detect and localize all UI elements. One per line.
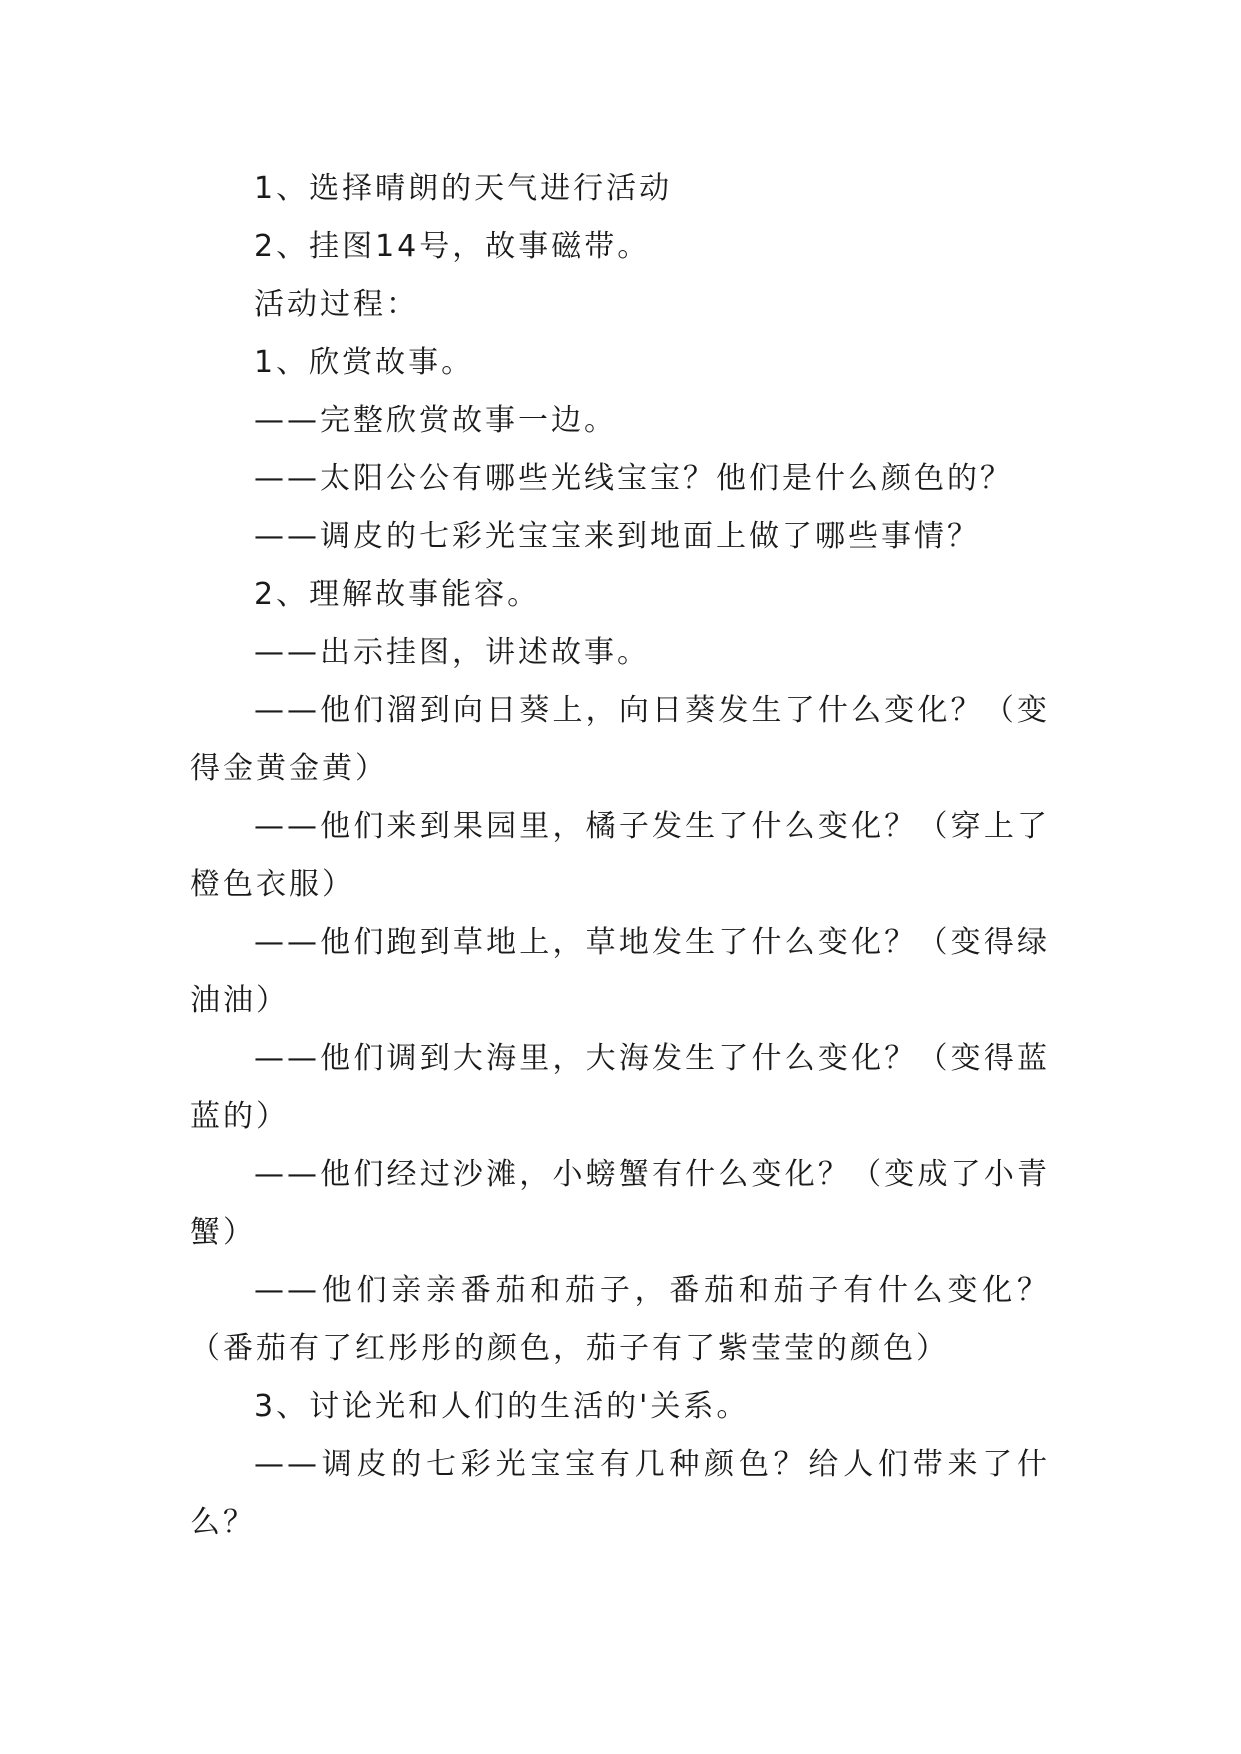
step-heading-1: 1、欣赏故事。	[254, 345, 475, 380]
document-body	[190, 160, 1050, 1552]
step-item: ——他们调到大海里，大海发生了什么变化？（变得蓝蓝的）	[190, 1041, 1050, 1134]
step-item: ——他们跑到草地上，草地发生了什么变化？（变得绿油油）	[190, 925, 1050, 1018]
step-item: ——完整欣赏故事一边。	[254, 403, 617, 438]
step-item: ——他们来到果园里，橘子发生了什么变化？（穿上了橙色衣服）	[190, 809, 1050, 902]
step-item: ——他们溜到向日葵上，向日葵发生了什么变化？（变得金黄金黄）	[190, 693, 1050, 786]
step-item: ——调皮的七彩光宝宝来到地面上做了哪些事情？	[254, 519, 980, 554]
step-item: ——他们经过沙滩，小螃蟹有什么变化？（变成了小青蟹）	[190, 1157, 1050, 1250]
step-item: ——调皮的七彩光宝宝有几种颜色？给人们带来了什么？	[190, 1447, 1050, 1540]
step-heading-2: 2、理解故事能容。	[254, 577, 541, 612]
paragraph-materials-2: 2、挂图14号，故事磁带。	[254, 229, 651, 264]
paragraph-materials-1: 1、选择晴朗的天气进行活动	[254, 171, 673, 206]
section-heading-process: 活动过程：	[254, 287, 419, 322]
step-item: ——太阳公公有哪些光线宝宝？他们是什么颜色的？	[254, 461, 1013, 496]
step-item: ——出示挂图，讲述故事。	[254, 635, 650, 670]
step-heading-3: 3、讨论光和人们的生活的'关系。	[254, 1389, 750, 1424]
step-item: ——他们亲亲番茄和茄子，番茄和茄子有什么变化？（番茄有了红彤彤的颜色，茄子有了紫莹莹的颜色）	[190, 1273, 1050, 1366]
